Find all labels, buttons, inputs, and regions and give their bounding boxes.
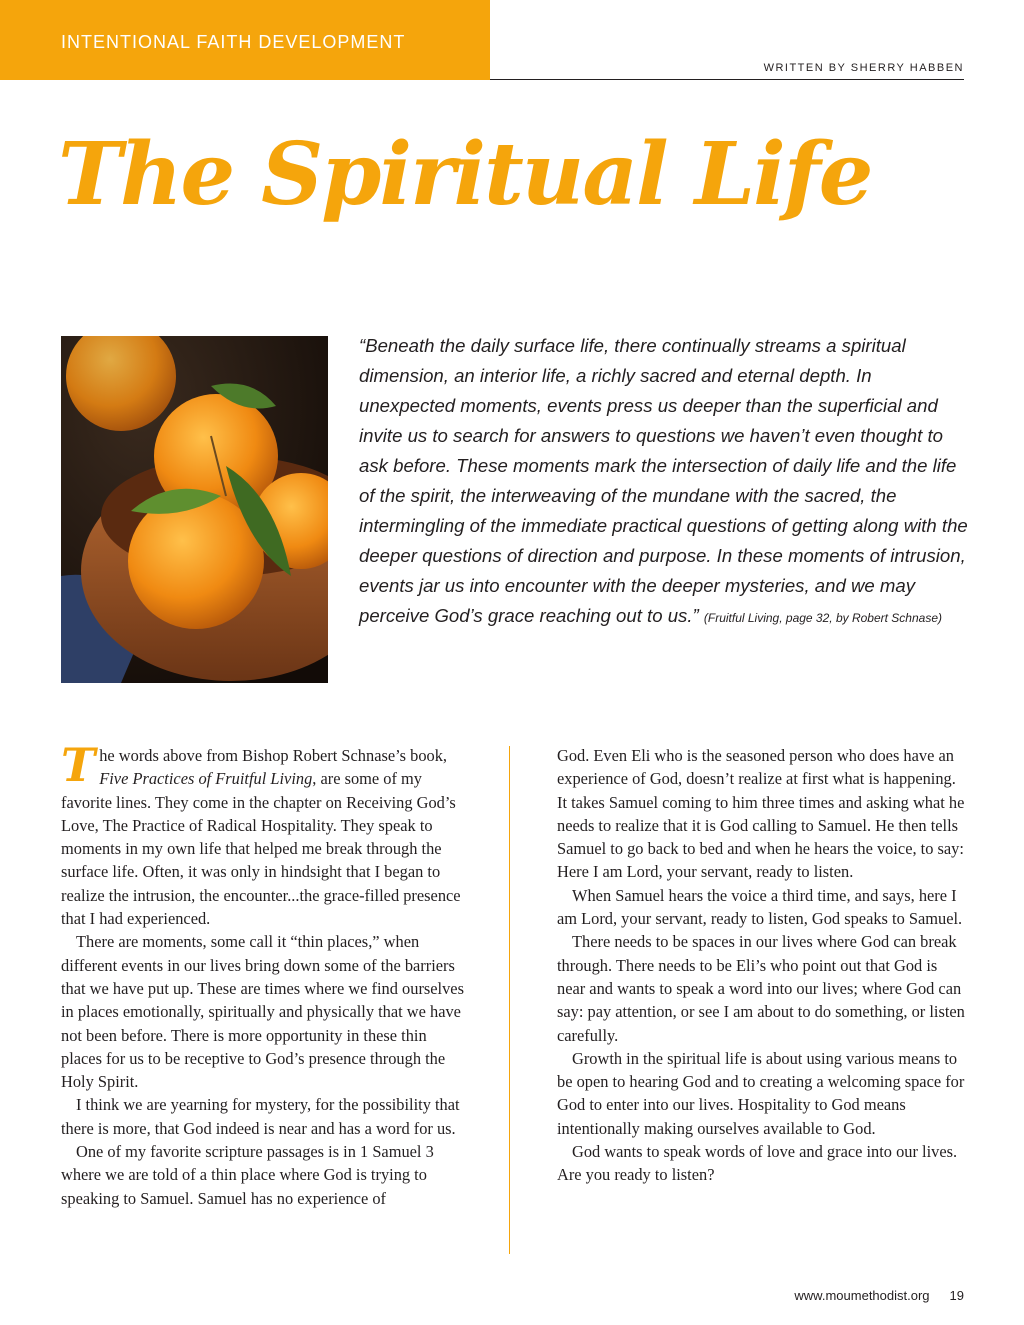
section-tab — [0, 0, 490, 80]
paragraph-9: God wants to speak words of love and grace into our lives. Are you ready to listen? — [557, 1142, 958, 1185]
paragraph-1 — [61, 738, 471, 930]
paragraph-8: Growth in the spiritual life is about using various means to be open to hearing God and to creating a welcoming space for God to enter into our lives. Hospitality to God means intentionally making ourselves available to God. — [557, 1048, 965, 1138]
footer — [794, 1288, 964, 1303]
paragraph-7: There needs to be spaces in our lives where God can break through. There needs to be Eli’s who point out that God is near and wants to speak a word into our lives; where God can say: pay attention, or see I am about to do something, or listen carefully. — [557, 932, 965, 1045]
paragraph-3: I think we are yearning for mystery, for the possibility that there is more, that God indeed is near and has a word for us. — [61, 1095, 460, 1138]
drop-cap: T — [61, 738, 96, 792]
quote-text: “Beneath the daily surface life, there continually streams a spiritual dimension, an interior life, a richly sacred and eternal depth. In unexpected moments, events press us deeper than the superficial and invite us to search for answers to questions we haven’t even thought to ask before. These moments mark the intersection of daily life and the life of the spirit, the interweaving of the mundane with the sacred, the intermingling of the immediate practical questions of getting along with the deeper questions of direction and purpose. In these moments of intrusion, events jar us into encounter with the deeper mysteries, and we may perceive God’s grace reaching out to us.” — [359, 335, 968, 626]
page-number: 19 — [949, 1288, 964, 1303]
column-divider — [509, 746, 510, 1254]
article-column-right — [557, 744, 967, 1187]
tangerines-photo — [61, 336, 328, 683]
paragraph-2: There are moments, some call it “thin places,” when different events in our lives bring down some of the barriers that we have put up. These are times where we find ourselves in places emotionally, spiritually and physically that we have not been before. There is more opportunity in these thin places for us to be receptive to God’s presence through the Holy Spirit. — [61, 932, 464, 1092]
quote-citation: (Fruitful Living, page 32, by Robert Schnase) — [703, 611, 942, 625]
section-label: INTENTIONAL FAITH DEVELOPMENT — [61, 32, 406, 52]
website-url: www.moumethodist.org — [794, 1288, 930, 1303]
paragraph-6: When Samuel hears the voice a third time, and says, here I am Lord, your servant, ready to listen, God speaks to Samuel. — [557, 885, 963, 929]
byline: WRITTEN BY SHERRY HABBEN — [763, 62, 964, 74]
paragraph-4: One of my favorite scripture passages is in 1 Samuel 3 where we are told of a thin place where God is trying to speaking to Samuel. Samuel has no experience of — [61, 1142, 434, 1208]
pull-quote — [359, 331, 969, 633]
book-title: Five Practices of Fruitful Living — [99, 769, 313, 789]
article-column-left — [61, 738, 471, 1210]
header-rule — [490, 79, 964, 80]
paragraph-5: God. Even Eli who is the seasoned person who does have an experience of God, doesn’t realize at first what is happening. It takes Samuel coming to him three times and asking what he needs to realize that it is God calling to Samuel. He then tells Samuel to go back to bed and when he hears the voice, to say: Here I am Lord, your servant, ready to listen. — [557, 746, 965, 882]
article-title: The Spiritual Life — [58, 124, 872, 225]
paragraph-1-text-end: , are some of my favorite lines. They come in the chapter on Receiving God’s Love, The Practice of Radical Hospitality. They speak to moments in my own life that helped me break through the surface life. Often, it was only in hindsight that I began to realize the intrusion, the encounter...the grace-filled presence that I had experienced. — [61, 769, 461, 929]
paragraph-1-text: he words above from Bishop Robert Schnase’s book, — [99, 746, 448, 765]
